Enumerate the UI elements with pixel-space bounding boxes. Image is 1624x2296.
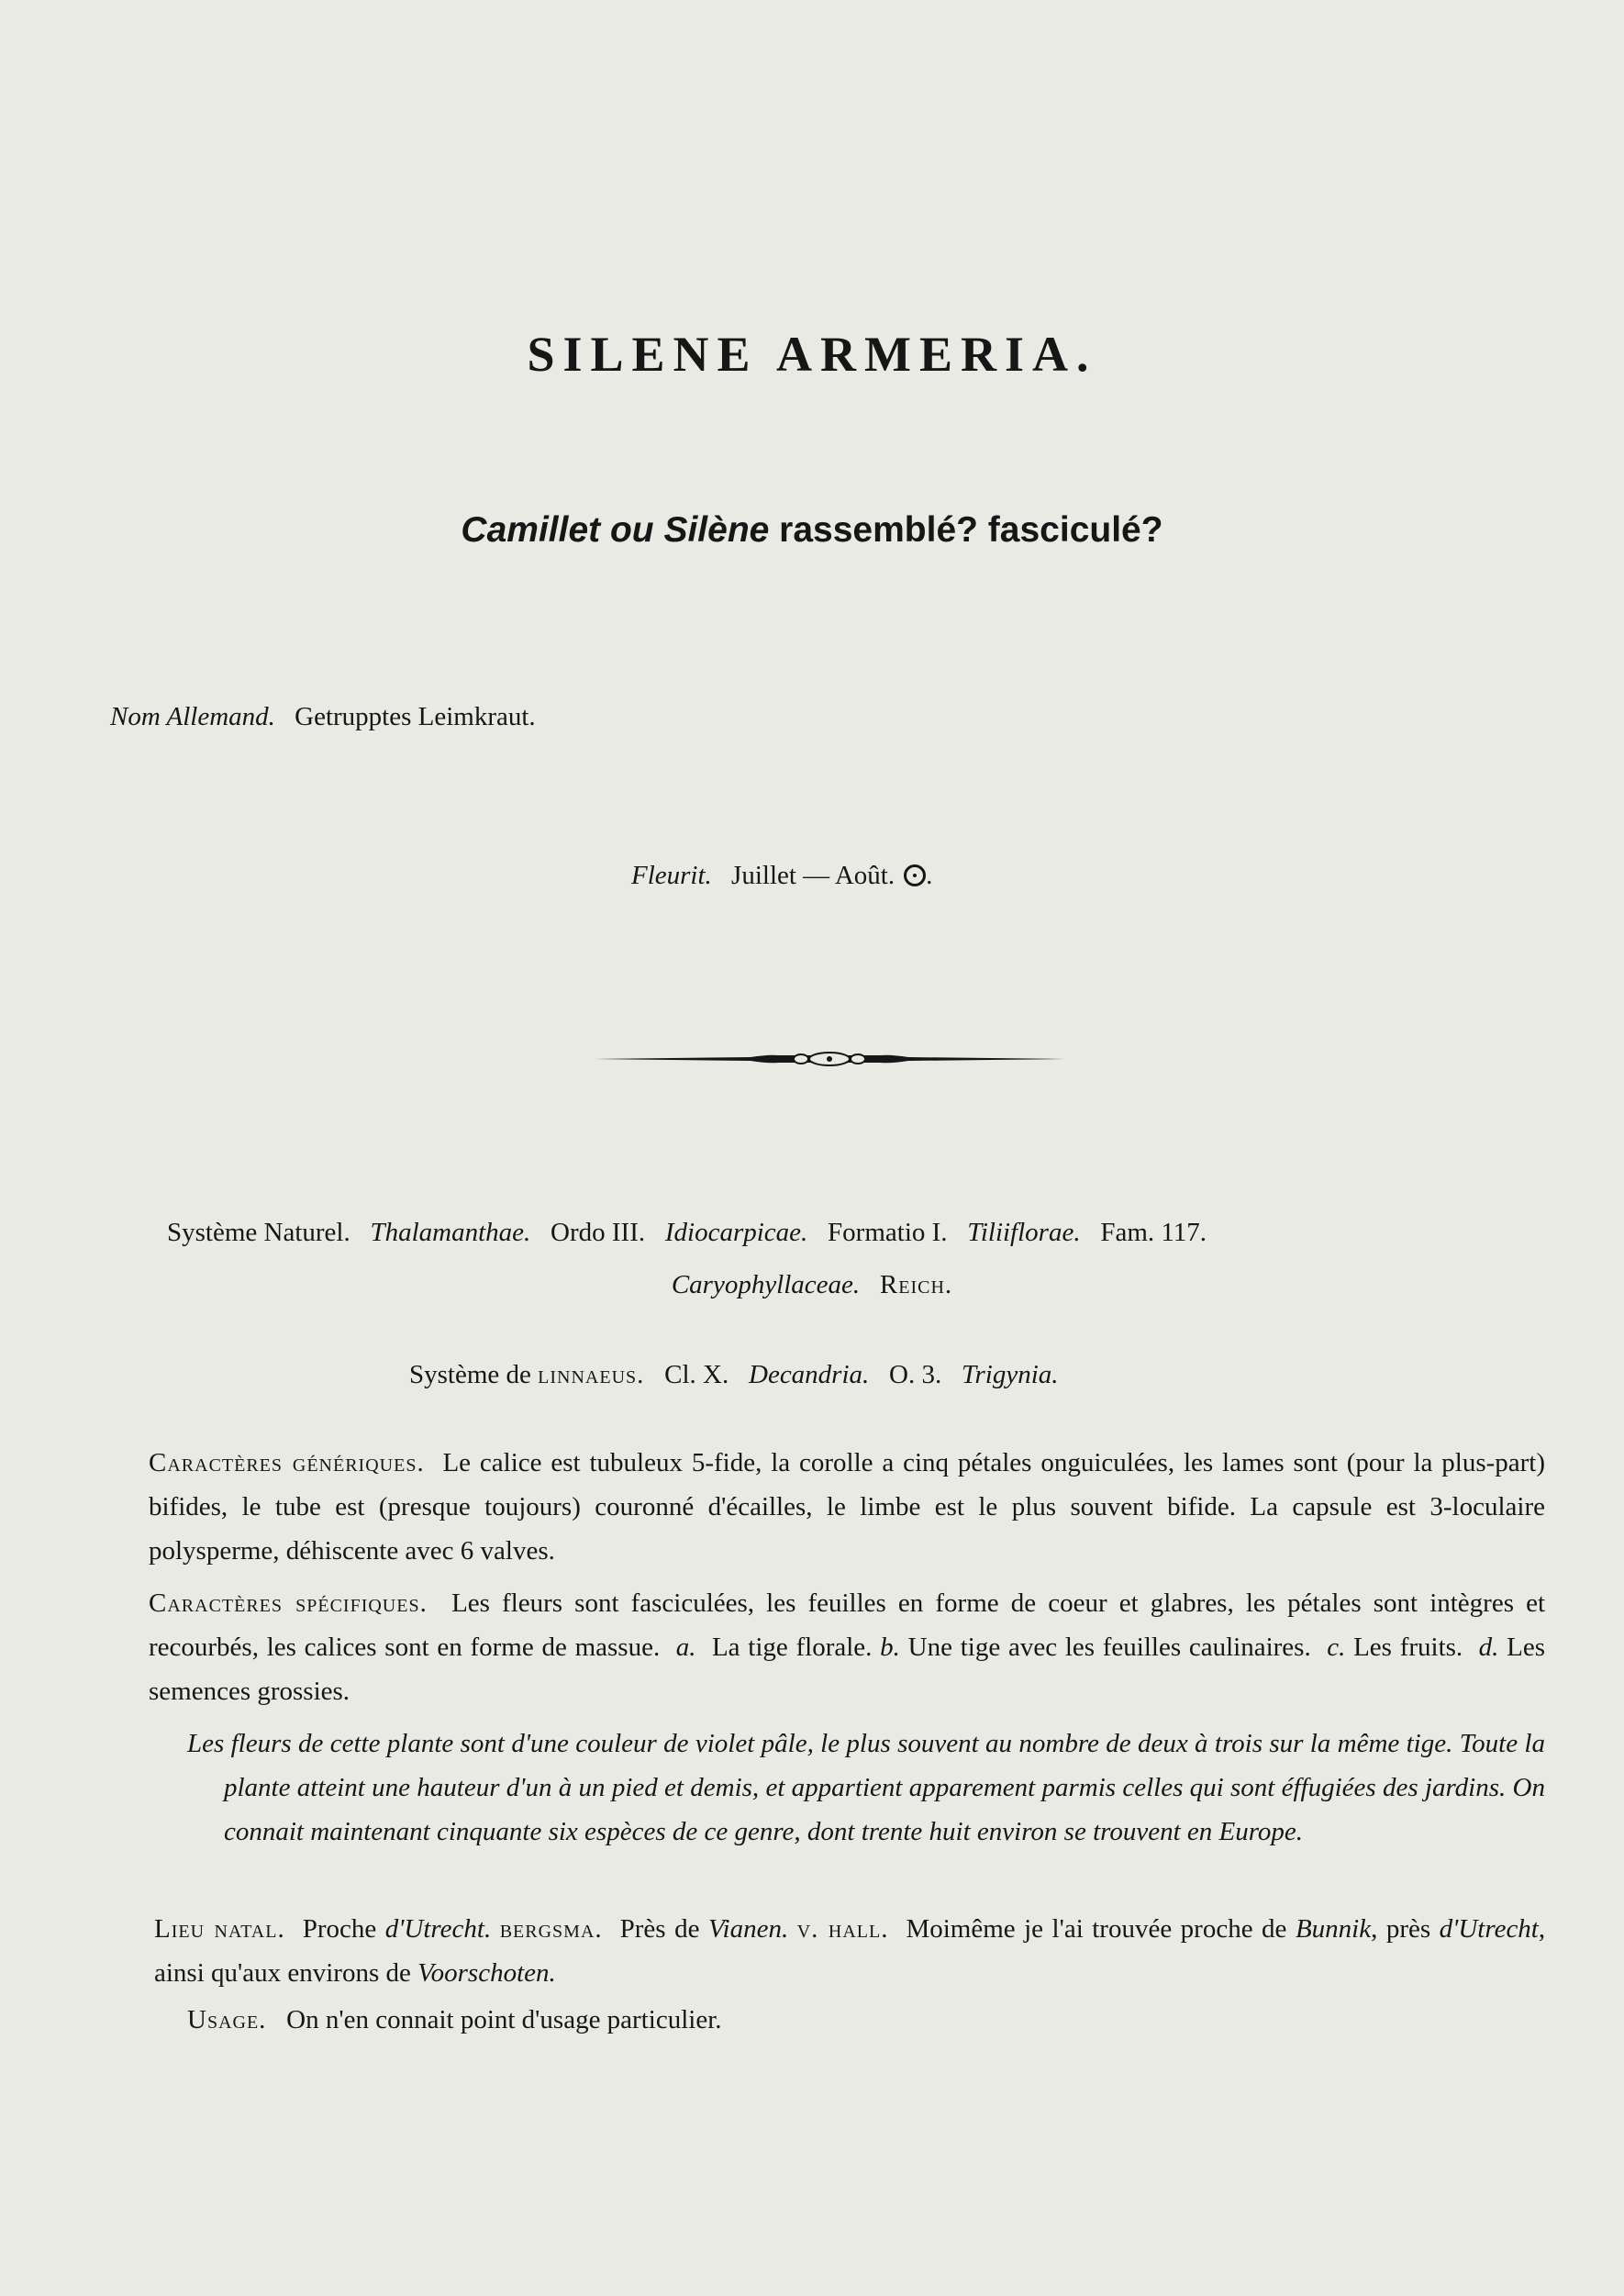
note-paragraph: Les fleurs de cette plante sont d'une couleur de violet pâle, le plus souvent au nombre de deux à trois sur la même tige. Toute la plante atteint une hauteur d'un à un pied et demis, et appartient apparement parmis celles qui sont éffugiées des jardins. On connait maintenant cinquante six espèces de ce genre, dont trente huit environ se trouvent en Europe. bbox=[187, 1729, 1545, 1846]
flowering-value: Juillet — Août. bbox=[731, 861, 895, 890]
german-name-value: Getrupptes Leimkraut. bbox=[295, 702, 536, 731]
german-name-line bbox=[110, 702, 536, 732]
german-name-label: Nom Allemand. bbox=[110, 702, 275, 731]
page-subtitle bbox=[0, 510, 1624, 551]
specific-characters-paragraph: Caractères spécifiques. Les fleurs sont fasciculées, les feuilles en forme de coeur et glabres, les pétales sont intègres et recourbés, les calices sont en forme de massue. a. La tige florale. b. Une tige avec les feuilles caulinaires. c. Les fruits. d. Les semences grossies. bbox=[149, 1588, 1546, 1706]
ornament-divider-icon bbox=[595, 1048, 1064, 1070]
annual-symbol-icon bbox=[904, 864, 926, 886]
natural-system-line: Système Naturel. Thalamanthae. Ordo III. Idiocarpicae. Formatio I. Tiliiflorae. Fam. 117. bbox=[167, 1218, 1207, 1247]
natural-system-family-line: Caryophyllaceae. Reich. bbox=[671, 1270, 953, 1299]
subtitle-common-name: Camillet ou Silène bbox=[461, 510, 770, 550]
generic-characters-paragraph: Caractères génériques. Le calice est tubuleux 5-fide, la corolle a cinq pétales onguiculées, les lames sont (pour la plus-part) bifides, le tube est (presque toujours) couronné d'écailles, le limbe est le plus souvent bifide. La capsule est 3-loculaire polysperme, déhiscente avec 6 valves. bbox=[149, 1448, 1546, 1566]
flowering-line: Fleurit. Juillet — Août. . bbox=[631, 861, 933, 890]
subtitle-epithet: rassemblé? fasciculé? bbox=[769, 510, 1163, 550]
usage-paragraph: Usage. On n'en connait point d'usage particulier. bbox=[187, 2005, 722, 2034]
page-title: SILENE ARMERIA. bbox=[527, 327, 1097, 382]
flowering-label: Fleurit. bbox=[631, 861, 712, 890]
habitat-paragraph: Lieu natal. Proche d'Utrecht. bergsma. Près de Vianen. v. hall. Moimême je l'ai trouvée proche de Bunnik, près d'Utrecht, ainsi qu'aux environs de Voorschoten. bbox=[154, 1914, 1546, 1988]
linnaeus-system-line: Système de linnaeus. Cl. X. Decandria. O. 3. Trigynia. bbox=[409, 1360, 1059, 1389]
